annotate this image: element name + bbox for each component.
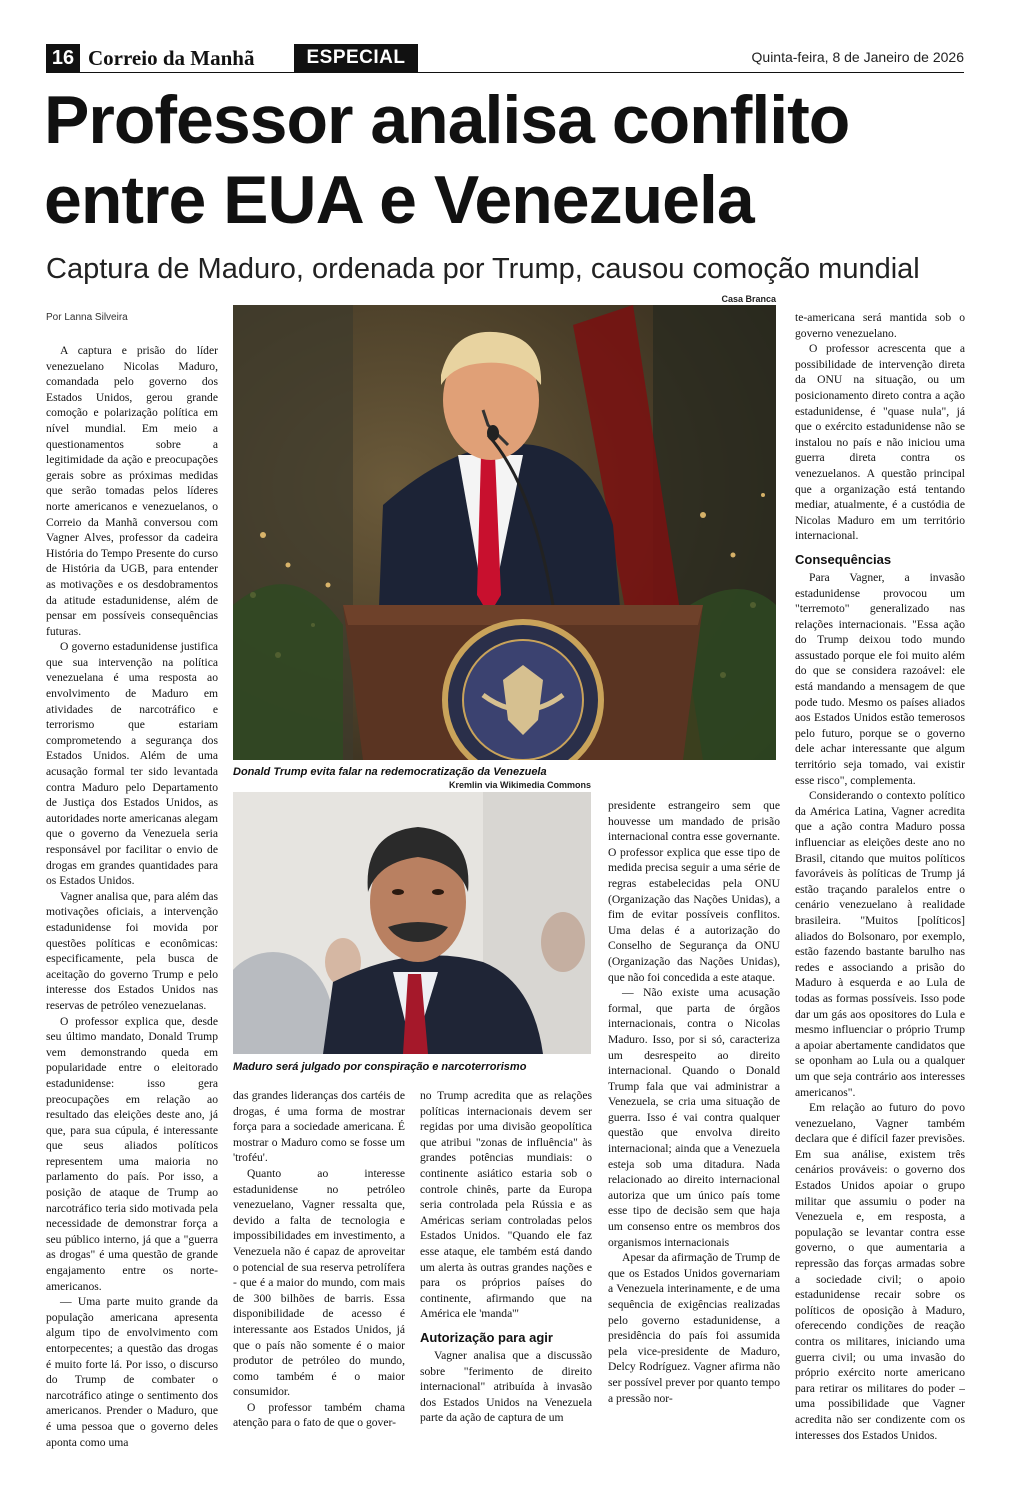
column-3 <box>420 1088 592 1453</box>
col1-paragraph: A captura e prisão do líder venezuelano Nicolas Maduro, comandada pelo governo dos Estados Unidos, gerou grande comoção e polarização política em nível mundial. Em meio a questionamentos sobre a legitimidade da ação e preocupações gerais sobre as próximas medidas que serão tomadas pelos líderes norte americanos e venezuelanos, o Correio da Manhã conversou com Vagner Alves, professor da cadeira História do Tempo Presente do curso de História da UGB, para entender as motivações e os desdobramentos da atitude estadunidense, além de pensar em possíveis consequências futuras. <box>46 344 218 638</box>
trump-photo <box>233 305 776 760</box>
photo1-caption: Donald Trump evita falar na redemocratização da Venezuela <box>233 766 547 778</box>
header-rule <box>46 72 964 73</box>
headline: Professor analisa conflito entre EUA e Venezuela <box>44 82 850 238</box>
col1-paragraph: — Uma parte muito grande da população americana apresenta algum tipo de envolvimento com entorpecentes; a questão das drogas é muito forte lá. Por isso, o discurso do Trump de combater o narcotráfico atinge o sentimento dos americanos. Prender o Maduro, que é uma pessoa que o governo deles aponta como uma <box>46 1295 218 1449</box>
photo2-caption: Maduro será julgado por conspiração e narcoterrorismo <box>233 1061 527 1073</box>
issue-date: Quinta-feira, 8 de Janeiro de 2026 <box>751 49 964 65</box>
col4-paragraph: — Não existe uma acusação formal, que parta de órgãos internacionais, contra o Nicolas Maduro. Isso, por si só, caracteriza um desrespeito ao direito internacional. Quando o Donald Trump fala que vai administrar a Venezuela, se cria uma situação de guerra. Isso é vai contra qualquer questão que envolva direito internacional; ainda que a Venezuela esteja sob uma ditadura. Nada relacionado ao direito internacional autoriza que um único país tome esse tipo de decisão sem que haja um consenso entre os membros dos organismos internacionais <box>608 986 780 1249</box>
col5-paragraph: Considerando o contexto político da América Latina, Vagner acredita que a ação contra Maduro possa influenciar as eleições deste ano no Brasil, citando que muitos políticos favoráveis às políticas de Trump já estão traçando paralelos entre o cenário venezuelano à realidade brasileira. "Muitos [políticos] aliados do Bolsonaro, por exemplo, estão fazendo bastante barulho nas redes e associando a prisão do Maduro à esquerda e ao Lula de todas as formas possíveis. Isso pode dar um gás aos opositores do Lula e mesmo influenciar o próprio Trump a apoiar abertamente candidatos que se oponham ao Lula ou a qualquer um que seja contrário aos interesses americanos". <box>795 789 965 1099</box>
page-number: 16 <box>46 44 80 72</box>
col3-paragraph: no Trump acredita que as relações políticas internacionais devem ser regidas por uma divisão geopolítica que atribui "zonas de influência" às grandes potências mundiais: o continente asiático estaria sob o controle chinês, parte da Europa seria controlada pela Rússia e as Américas seriam controladas pelos Estados Unidos. "Quando ele faz esse ataque, ele também está dando um alerta às outras grandes nações e para os próprios países do continente, afirmando que na América ele 'manda'" <box>420 1089 592 1321</box>
photo2-credit: Kremlin via Wikimedia Commons <box>449 780 591 790</box>
section-label: ESPECIAL <box>294 44 418 72</box>
col3-paragraph: Vagner analisa que a discussão sobre "ferimento de direito internacional" atribuída à invasão dos Estados Unidos na Venezuela parte da ação de captura de um <box>420 1348 592 1425</box>
col5-paragraph: Para Vagner, a invasão estadunidense provocou um "terremoto" generalizado nas relações internacionais. "Essa ação do Trump deixou todo mundo assustado porque ele foi muito além do que se considera razoável: ele está mandando a mensagem de que pode tudo. Mesmo os países aliados aos Estados Unidos estão temerosos pelo futuro, porque se o governo dele achar interessante que algum território seja tomado, vai existir esse risco", complementa. <box>795 570 965 787</box>
col4-paragraph: presidente estrangeiro sem que houvesse um mandado de prisão internacional contra esse governante. O professor explica que esse tipo de medida precisa seguir a uma série de regras estabelecidas pela ONU (Organização das Nações Unidas), a fim de evitar possíveis conflitos. Uma delas é a autorização do Conselho de Segurança da ONU (Organização das Nações Unidas), que não foi concedida a este ataque. <box>608 799 780 984</box>
subtitle: Captura de Maduro, ordenada por Trump, causou comoção mundial <box>46 253 920 285</box>
byline: Por Lanna Silveira <box>46 312 128 323</box>
subheading-consequencias: Consequências <box>795 551 892 567</box>
col2-paragraph: das grandes lideranças dos cartéis de drogas, é uma forma de mostrar força para a sociedade americana. É mostrar o Maduro como se fosse um 'troféu'. <box>233 1089 405 1165</box>
col1-paragraph: O governo estadunidense justifica que sua intervenção na política venezuelana é uma resposta ao envolvimento de Maduro em atividades de narcotráfico e terrorismo que estariam comprometendo a segurança dos Estados Unidos. Além de uma acusação formal ter sido levantada contra Maduro pelo Departamento de Justiça dos Estados Unidos, as autoridades norte americanas alegam que o governo da Venezuela seria responsável por facilitar o envio de drogas em grandes quantidades para os Estados Unidos. <box>46 640 218 888</box>
col5-paragraph: Em relação ao futuro do povo venezuelano, Vagner também declara que é difícil fazer previsões. Em sua análise, existem três cenários prováveis: o governo dos Estados Unidos apoiar o grupo militar que assumiu o poder na Venezuela e, em resposta, a população se levantar contra esse governo, o que aumentaria a repressão das forças armadas sobre a sociedade civil; o apoio estadunidense recair sobre os políticos de oposição à Maduro, oferecendo condições de reação contra os militares, iniciando uma guerra civil; ou uma invasão do próprio exército norte americano para retirar os militares do poder – uma possibilidade que Vagner acredita não ser condizente com os interesses dos Estados Unidos. <box>795 1101 965 1442</box>
col2-paragraph: Quanto ao interesse estadunidense no petróleo venezuelano, Vagner ressalta que, devido a falta de tecnologia e impossibilidades em investimento, a Venezuela não é capaz de aproveitar o potencial de sua reserva petrolífera - que é a maior do mundo, com mais de 300 bilhões de barris. Essa disponibilidade de acesso é interessante aos Estados Unidos, já que o país não somente é o maior produtor de petróleo do mundo, como também é o maior consumidor. <box>233 1166 405 1399</box>
maduro-illustration <box>233 792 591 1054</box>
col4-paragraph: Apesar da afirmação de Trump de que os Estados Unidos governariam a Venezuela interinamente, e de uma sequência de exigências realizadas pelo governo estadunidense, a presidência do país foi assumida pela vice-presidente de Maduro, Delcy Rodríguez. Vagner afirma não ser possível prever por quanto tempo a pressão nor- <box>608 1251 780 1405</box>
trump-illustration <box>233 305 776 760</box>
column-4 <box>608 798 780 1453</box>
maduro-photo <box>233 792 591 1054</box>
col1-paragraph: O professor explica que, desde seu último mandato, Donald Trump vem demonstrando queda em popularidade entre o eleitorado estadunidense: isso gera preocupações em relação ao resultado das eleições deste ano, já que, para sua cúpula, é interessante que seus aliados políticos representem uma maioria no parlamento do país. Por isso, a posição de ataque de Trump ao narcotráfico teria sido motivada pela necessidade de demonstrar força a seu público interno, já que a "guerra as drogas" é uma questão de grande engajamento entre os norte-americanos. <box>46 1014 218 1293</box>
col2-paragraph: O professor também chama atenção para o fato de que o gover- <box>233 1400 405 1430</box>
column-5 <box>795 310 965 1453</box>
col5-paragraph: te-americana será mantida sob o governo venezuelano. <box>795 311 965 340</box>
newspaper-name: Correio da Manhã <box>88 46 255 70</box>
col1-paragraph: Vagner analisa que, para além das motivações oficiais, a intervenção estadunidense foi movida por questões políticas e econômicas: especificamente, pela busca de aceitação do governo Trump e pelo interesse dos Estados Unidos nas reservas de petróleo venezuelanas. <box>46 889 218 1012</box>
photo1-credit: Casa Branca <box>721 294 776 304</box>
subheading-autorizacao: Autorização para agir <box>420 1329 553 1345</box>
col5-paragraph: O professor acrescenta que a possibilidade de intervenção direta da ONU na situação, ou um posicionamento direto contra a ação estadunidense, é "quase nula", já que o exército estadunidense não se instalou no país e não iniciou uma guerra direta contra os venezuelanos. A questão principal que a organização está tentando mediar, atualmente, é a custódia de Nicolas Maduro em um território internacional. <box>795 342 965 543</box>
column-2 <box>233 1088 405 1453</box>
column-1 <box>46 343 218 1453</box>
